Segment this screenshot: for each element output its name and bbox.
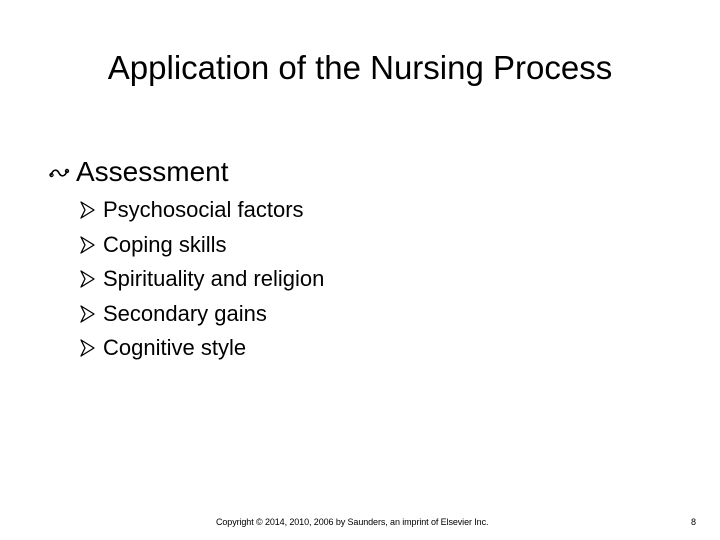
list-item-text: Psychosocial factors [103,197,304,223]
sub-bullet-list [80,193,324,366]
slide-title: Application of the Nursing Process [107,49,613,86]
arrow-bullet-icon [80,270,95,288]
list-item-text: Secondary gains [103,300,267,326]
arrow-bullet-icon [80,236,95,254]
list-item-text: Cognitive style [103,335,247,361]
list-item-text: Spirituality and religion [103,266,325,292]
level1-bullet-item [48,153,229,191]
list-item [80,228,324,263]
page-number: 8 [690,517,696,527]
list-item [80,297,324,332]
copyright-footer: Copyright © 2014, 2010, 2006 by Saunders, an imprint of Elsevier Inc. [216,517,489,527]
list-item-text: Coping skills [103,231,227,257]
arrow-bullet-icon [80,201,95,219]
arrow-bullet-icon [80,305,95,323]
list-item [80,262,324,297]
level1-text: Assessment [76,156,229,187]
list-item [80,331,324,366]
list-item [80,193,324,228]
arrow-bullet-icon [80,339,95,357]
scroll-wave-bullet-icon [48,162,72,182]
